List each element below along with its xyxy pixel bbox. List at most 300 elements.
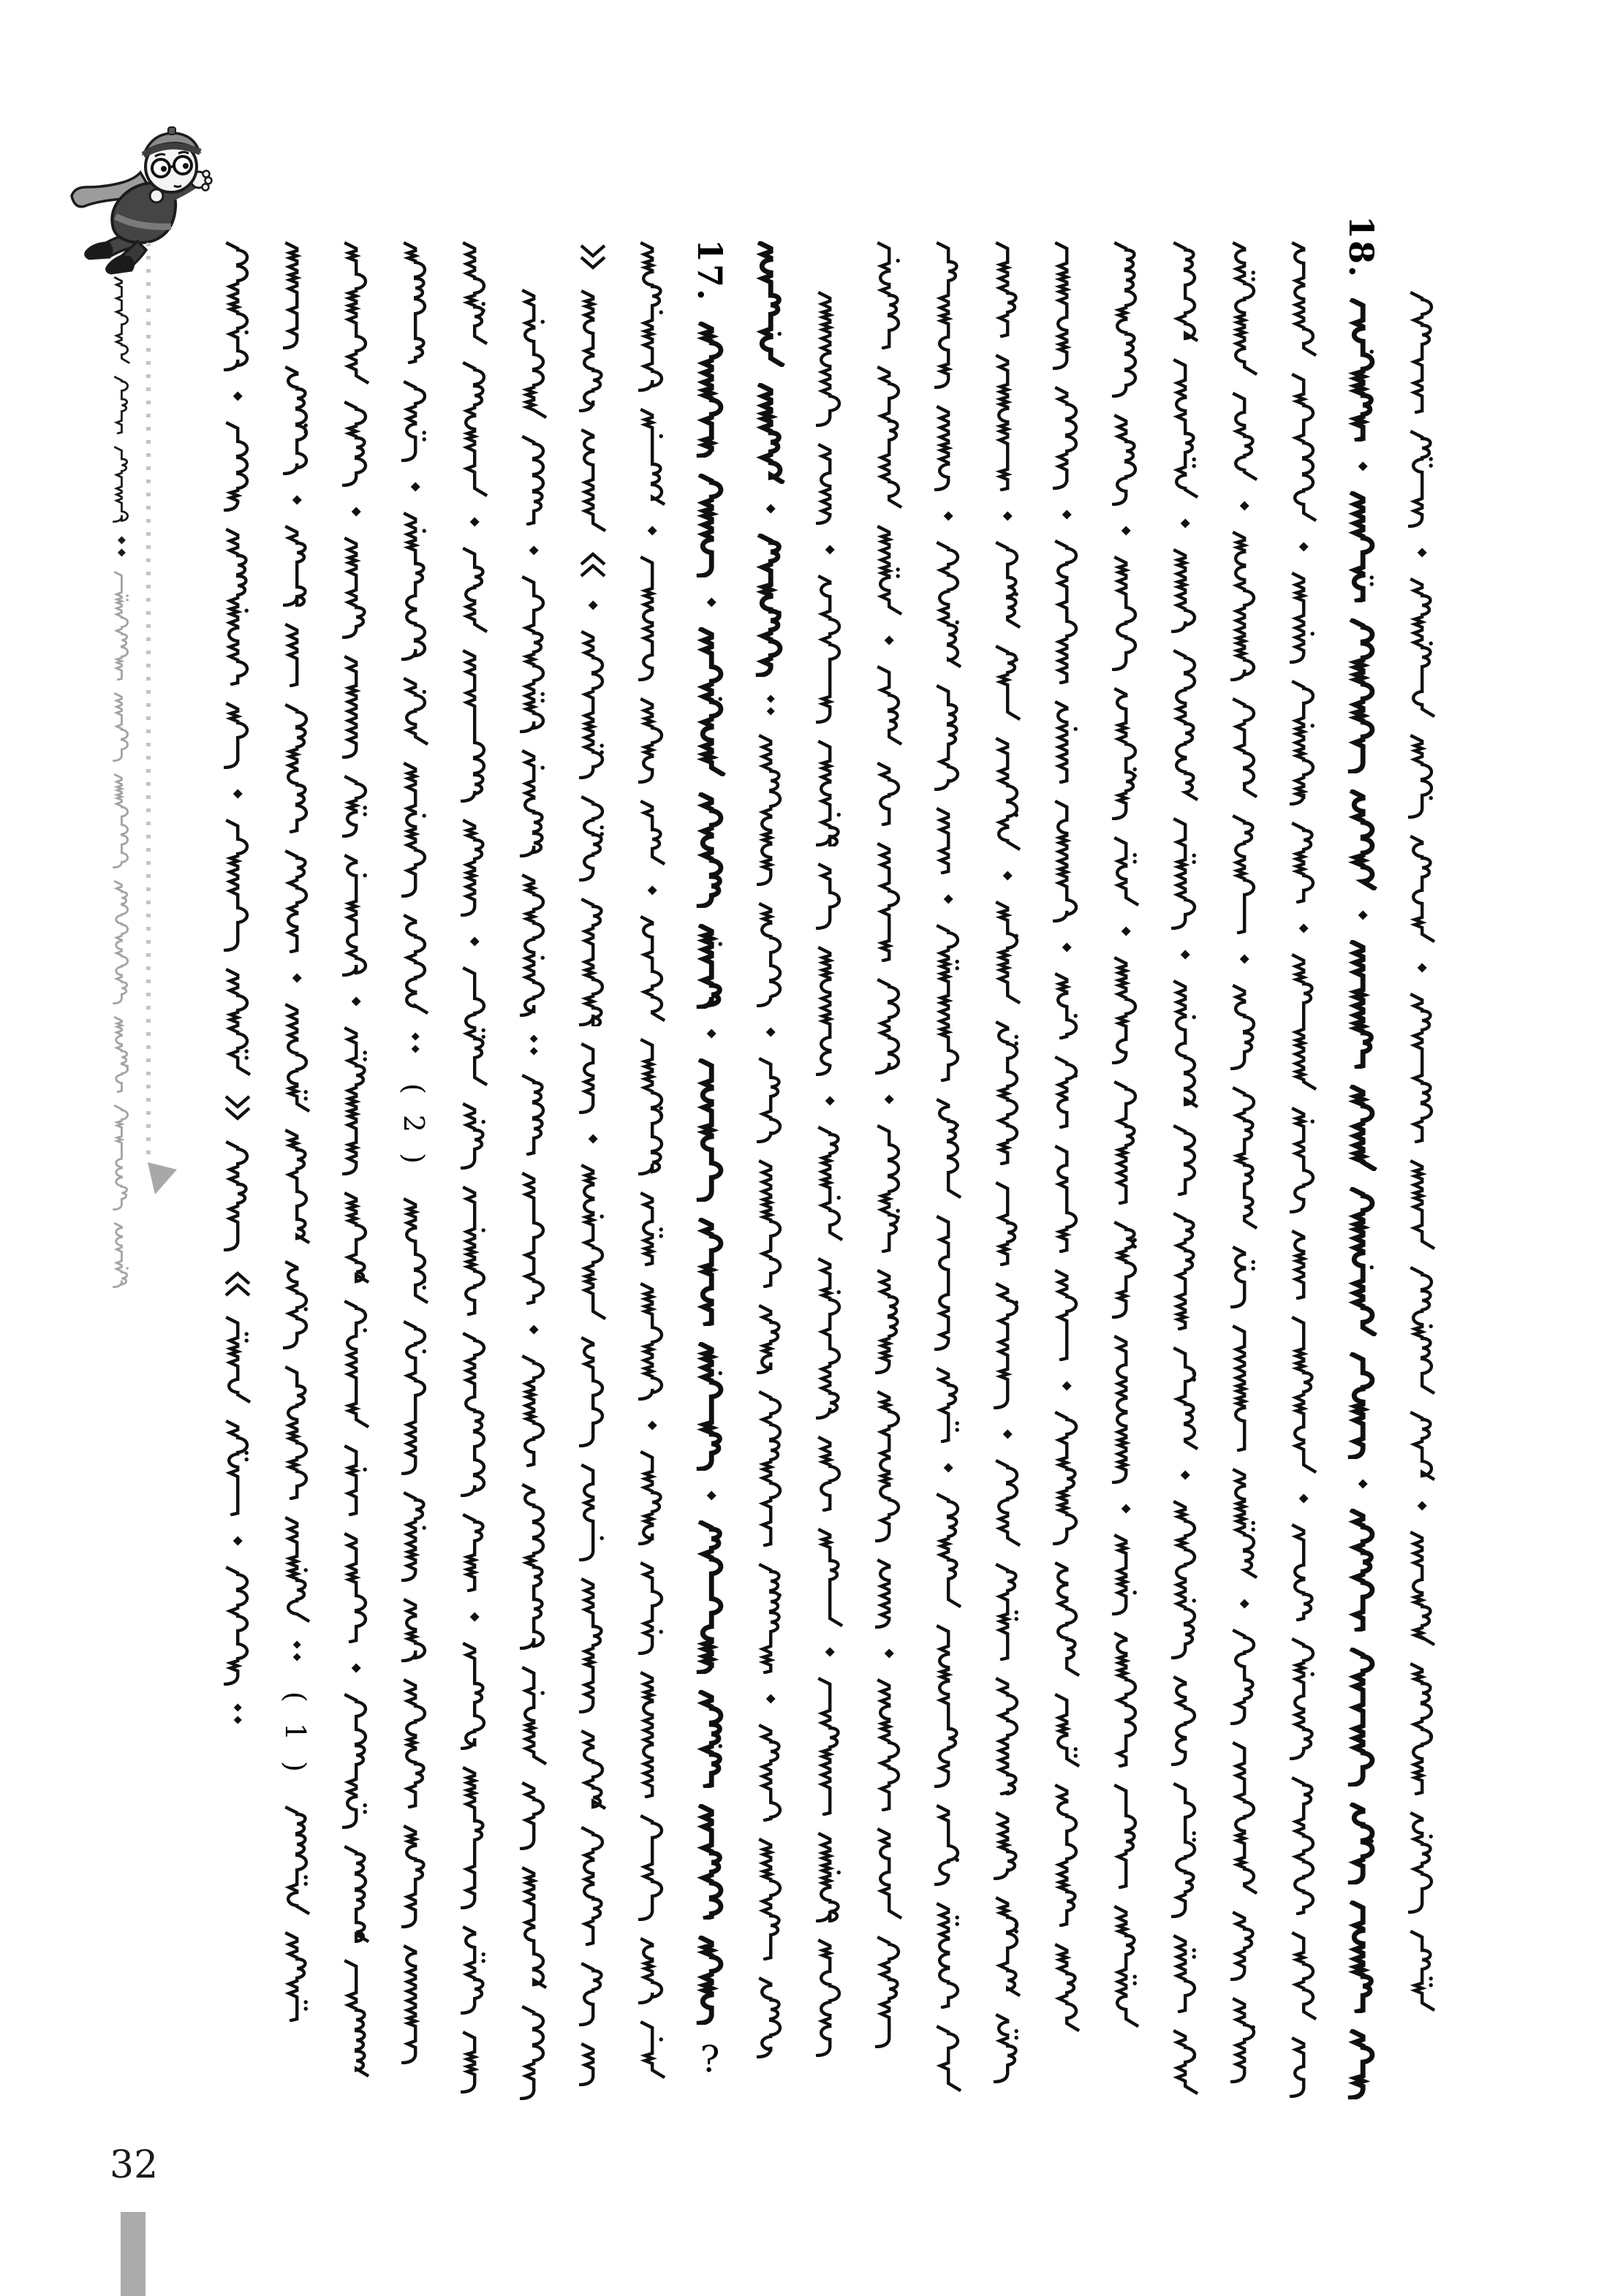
mongolian-word-glyph (393, 677, 434, 746)
mongolian-word-glyph (393, 512, 434, 661)
mongolian-comma (1341, 1475, 1382, 1493)
text-column (512, 289, 553, 2100)
mongolian-word-glyph (393, 1491, 434, 1582)
mongolian-word-glyph (1222, 697, 1263, 798)
mongolian-word-glyph (630, 1450, 671, 1545)
mongolian-word-glyph (1282, 1316, 1323, 1474)
mongolian-colon (275, 1639, 316, 1664)
sub-item-number: ( 1 ) (279, 1691, 311, 1778)
mongolian-word-glyph (1045, 972, 1086, 1039)
mongolian-word-glyph (453, 361, 493, 497)
mongolian-word-glyph (1163, 817, 1204, 930)
mongolian-word-glyph (334, 1300, 375, 1428)
mongolian-comma (1163, 1466, 1204, 1484)
quote-close-icon (571, 548, 612, 580)
mongolian-word-glyph (1222, 1911, 1263, 1981)
mongolian-word-glyph (867, 665, 908, 746)
mongolian-word-glyph (808, 1257, 849, 1420)
mongolian-word-glyph (1341, 1901, 1382, 2013)
mongolian-word-glyph (808, 863, 849, 930)
mongolian-word-glyph (808, 575, 849, 724)
mongolian-word-glyph (1282, 241, 1323, 357)
mongolian-word-glyph (1045, 1411, 1086, 1545)
flying-boy-illustration (67, 126, 221, 276)
mongolian-word-glyph (571, 1729, 612, 1810)
mongolian-word-glyph (571, 289, 612, 412)
mongolian-word-glyph (1341, 940, 1382, 1069)
mongolian-word-glyph (1222, 1468, 1263, 1579)
mongolian-word-glyph (1282, 1637, 1323, 1760)
mongolian-word-glyph (1400, 291, 1441, 414)
mongolian-comma (689, 1025, 730, 1042)
mongolian-word-glyph (1282, 822, 1323, 903)
mongolian-word-glyph (107, 1016, 134, 1093)
mongolian-word-glyph (334, 1444, 375, 1516)
mongolian-word-glyph (1400, 1930, 1441, 2012)
mongolian-word-glyph (926, 807, 967, 874)
mongolian-word-glyph (985, 241, 1026, 338)
sub-item-number: ( 2 ) (398, 1083, 430, 1170)
mongolian-word-glyph (275, 1365, 316, 1500)
text-column (571, 241, 612, 2086)
mongolian-word-glyph (393, 241, 434, 364)
mongolian-word-glyph (630, 1038, 671, 1175)
mongolian-word-glyph (1163, 1782, 1204, 1918)
mongolian-word-glyph (453, 1102, 493, 1170)
mongolian-word-glyph (512, 749, 553, 857)
text-column (1045, 241, 1086, 2032)
mongolian-word-glyph (1400, 1662, 1441, 1795)
mongolian-word-glyph (216, 819, 257, 952)
text-column (985, 241, 1026, 2083)
mongolian-word-glyph (1104, 836, 1145, 906)
mongolian-word-glyph (334, 1191, 375, 1284)
mongolian-word-glyph (749, 1057, 790, 1143)
mongolian-word-glyph (867, 365, 908, 509)
mongolian-comma (1045, 506, 1086, 523)
mongolian-word-glyph (867, 842, 908, 962)
page-number: 32 (110, 2143, 159, 2187)
mongolian-word-glyph (275, 525, 316, 607)
mongolian-word-glyph (926, 1493, 967, 1608)
mongolian-colon (107, 534, 134, 559)
margin-triangle-marker (146, 1161, 178, 1196)
mongolian-comma (630, 522, 671, 539)
mongolian-word-glyph (808, 1436, 849, 1512)
mongolian-word-glyph (1341, 2029, 1382, 2099)
mongolian-comma (334, 503, 375, 520)
mongolian-word-glyph (1222, 814, 1263, 934)
mongolian-word-glyph (1104, 1221, 1145, 1319)
mongolian-word-glyph (1104, 1335, 1145, 1484)
mongolian-word-glyph (867, 978, 908, 1075)
mongolian-word-glyph (571, 1336, 612, 1447)
mongolian-word-glyph (512, 289, 553, 419)
mongolian-word-glyph (749, 1724, 790, 1822)
mongolian-word-glyph (107, 276, 134, 364)
mongolian-word-glyph (630, 1671, 671, 1798)
mongolian-word-glyph (216, 241, 257, 371)
mongolian-word-glyph (1341, 1509, 1382, 1632)
mongolian-word-glyph (1163, 548, 1204, 633)
mongolian-comma (1045, 939, 1086, 956)
mongolian-word-glyph (1341, 1648, 1382, 1787)
mongolian-comma (630, 1417, 671, 1434)
mongolian-word-glyph (926, 1215, 967, 1351)
mongolian-word-glyph (1222, 1086, 1263, 1230)
mongolian-word-glyph (393, 1598, 434, 1662)
mongolian-word-glyph (1341, 1803, 1382, 1884)
mongolian-word-glyph (985, 2013, 1026, 2083)
mongolian-word-glyph (1400, 835, 1441, 943)
mongolian-word-glyph (1400, 430, 1441, 528)
mongolian-word-glyph (985, 1811, 1026, 1880)
mongolian-word-glyph (985, 1677, 1026, 1795)
mongolian-word-glyph (1045, 1145, 1086, 1253)
mongolian-word-glyph (926, 924, 967, 1082)
mongolian-comma (453, 513, 493, 531)
question-mark: ? (700, 2038, 720, 2080)
footer-gray-bar (121, 2212, 145, 2296)
mongolian-word-glyph (630, 1561, 671, 1655)
mongolian-word-glyph (749, 1304, 790, 1374)
mongolian-word-glyph (216, 1566, 257, 1686)
mongolian-word-glyph (985, 1181, 1026, 1266)
text-column (453, 241, 493, 2094)
mouth (174, 186, 181, 187)
mongolian-word-glyph (571, 1164, 612, 1320)
mongolian-word-glyph (453, 1332, 493, 1497)
mongolian-word-glyph (1163, 2029, 1204, 2095)
mongolian-word-glyph (107, 692, 134, 762)
mongolian-comma (749, 500, 790, 518)
mongolian-word-glyph (926, 1624, 967, 1788)
mongolian-word-glyph (512, 575, 553, 733)
mongolian-word-glyph (216, 421, 257, 512)
mongolian-word-glyph (689, 1342, 730, 1471)
mongolian-comma (453, 1608, 493, 1626)
mongolian-word-glyph (571, 898, 612, 1026)
mongolian-word-glyph (453, 1925, 493, 2015)
mongolian-word-glyph (630, 1937, 671, 2004)
mongolian-word-glyph (1341, 618, 1382, 773)
mongolian-word-glyph (926, 684, 967, 791)
mongolian-word-glyph (275, 623, 316, 687)
mongolian-word-glyph (1341, 789, 1382, 890)
text-column (867, 241, 908, 2048)
mongolian-word-glyph (1045, 1693, 1086, 1768)
mongolian-word-glyph (867, 762, 908, 826)
mongolian-comma (512, 1321, 553, 1338)
mongolian-comma (808, 1643, 849, 1661)
mongolian-word-glyph (1341, 1085, 1382, 1171)
mongolian-word-glyph (1222, 1325, 1263, 1452)
mongolian-word-glyph (453, 2031, 493, 2094)
mongolian-word-glyph (749, 1390, 790, 1547)
mongolian-word-glyph (275, 1129, 316, 1244)
mongolian-word-glyph (926, 1804, 967, 1886)
mongolian-word-glyph (1104, 956, 1145, 1064)
mongolian-word-glyph (1400, 577, 1441, 718)
mongolian-word-glyph (630, 800, 671, 865)
mongolian-word-glyph (453, 1186, 493, 1316)
mongolian-word-glyph (867, 525, 908, 615)
mongolian-word-glyph (1104, 1784, 1145, 1889)
mongolian-word-glyph (571, 795, 612, 882)
mongolian-word-glyph (334, 854, 375, 977)
mongolian-word-glyph (107, 446, 134, 523)
mongolian-word-glyph (453, 819, 493, 917)
mongolian-word-glyph (334, 655, 375, 759)
mongolian-word-glyph (1045, 1943, 1086, 2032)
text-column (1163, 241, 1204, 2095)
mongolian-word-glyph (749, 1563, 790, 1674)
mongolian-word-glyph (689, 322, 730, 458)
mongolian-word-glyph (512, 1074, 553, 1156)
text-column (689, 235, 730, 2080)
mongolian-word-glyph (512, 2005, 553, 2100)
mongolian-word-glyph (1222, 531, 1263, 681)
mongolian-word-glyph (867, 1124, 908, 1253)
mongolian-word-glyph (275, 365, 316, 475)
mongolian-word-glyph (926, 405, 967, 491)
mongolian-word-glyph (334, 1693, 375, 1829)
mongolian-word-glyph (571, 630, 612, 779)
mongolian-word-glyph (1341, 1352, 1382, 1459)
text-column (1222, 241, 1263, 2083)
mongolian-word-glyph (1222, 392, 1263, 481)
mongolian-word-glyph (1104, 1534, 1145, 1615)
mongolian-word-glyph (334, 1959, 375, 2077)
mongolian-word-glyph (689, 1520, 730, 1674)
mongolian-word-glyph (689, 1058, 730, 1202)
mongolian-word-glyph (1045, 800, 1086, 922)
mongolian-word-glyph (867, 1269, 908, 1374)
mongolian-comma (867, 632, 908, 649)
mongolian-word-glyph (275, 241, 316, 349)
mongolian-word-glyph (275, 1931, 316, 2022)
mongolian-word-glyph (275, 703, 316, 833)
mongolian-word-glyph (512, 1666, 553, 1765)
mongolian-word-glyph (512, 1866, 553, 1989)
mongolian-word-glyph (334, 1026, 375, 1175)
mongolian-word-glyph (689, 474, 730, 577)
mongolian-word-glyph (1400, 1266, 1441, 1395)
mongolian-word-glyph (275, 849, 316, 953)
text-column (1341, 212, 1382, 2099)
mongolian-word-glyph (1400, 1159, 1441, 1250)
mongolian-word-glyph (1104, 1632, 1145, 1768)
mongolian-comma (216, 785, 257, 803)
mongolian-word-glyph (1282, 953, 1323, 1091)
quote-open-icon (216, 1092, 257, 1124)
mongolian-word-glyph (1045, 1784, 1086, 1927)
mongolian-word-glyph (1163, 1212, 1204, 1330)
mongolian-word-glyph (1341, 1187, 1382, 1336)
margin-dotted-rule (146, 243, 151, 1159)
mongolian-word-glyph (107, 1222, 134, 1288)
mongolian-word-glyph (453, 1642, 493, 1750)
mongolian-comma (808, 541, 849, 558)
mongolian-word-glyph (107, 376, 134, 434)
mongolian-word-glyph (393, 762, 434, 898)
mongolian-word-glyph (1282, 1230, 1323, 1300)
mongolian-word-glyph (216, 528, 257, 686)
mongolian-comma (453, 933, 493, 950)
mongolian-comma (1104, 1500, 1145, 1518)
mongolian-comma (1282, 920, 1323, 937)
mongolian-word-glyph (334, 1532, 375, 1643)
mongolian-word-glyph (630, 915, 671, 1022)
text-column (749, 241, 790, 2058)
mongolian-word-glyph (1282, 2037, 1323, 2098)
mongolian-word-glyph (926, 2025, 967, 2092)
mongolian-comma (334, 993, 375, 1010)
mongolian-word-glyph (453, 649, 493, 803)
mongolian-comma (630, 882, 671, 899)
mongolian-comma (1222, 950, 1263, 968)
mongolian-word-glyph (453, 1513, 493, 1592)
mongolian-word-glyph (689, 1804, 730, 1920)
mongolian-comma (334, 1659, 375, 1677)
mongolian-word-glyph (1163, 1934, 1204, 2013)
mongolian-word-glyph (985, 1896, 1026, 1997)
mongolian-word-glyph (512, 435, 553, 526)
text-column (808, 291, 849, 2057)
mongolian-word-glyph (1104, 414, 1145, 506)
margin-hint-line (107, 276, 135, 1288)
mongolian-word-glyph (808, 443, 849, 525)
mongolian-comma (749, 1690, 790, 1708)
mongolian-word-glyph (1045, 1056, 1086, 1129)
mongolian-word-glyph (630, 2020, 671, 2079)
mongolian-word-glyph (453, 1766, 493, 1909)
mongolian-word-glyph (867, 1936, 908, 2048)
mongolian-word-glyph (926, 541, 967, 668)
mongolian-word-glyph (985, 1459, 1026, 1547)
mongolian-word-glyph (689, 792, 730, 908)
mongolian-word-glyph (1222, 1997, 1263, 2083)
hand-chin (150, 189, 163, 202)
mongolian-word-glyph (393, 914, 434, 1015)
mongolian-comma (1045, 1377, 1086, 1395)
mongolian-word-glyph (1045, 700, 1086, 784)
mongolian-word-glyph (334, 401, 375, 487)
mongolian-word-glyph (393, 1320, 434, 1475)
mongolian-word-glyph (749, 734, 790, 886)
mongolian-word-glyph (985, 354, 1026, 491)
mongolian-word-glyph (1104, 556, 1145, 671)
mongolian-comma (1341, 906, 1382, 924)
mongolian-word-glyph (107, 571, 134, 681)
mongolian-word-glyph (867, 1827, 908, 1920)
mongolian-word-glyph (926, 241, 967, 389)
mongolian-word-glyph (1282, 680, 1323, 806)
mongolian-word-glyph (689, 1936, 730, 2025)
mongolian-word-glyph (453, 966, 493, 1086)
boot-front (107, 256, 134, 273)
mongolian-word-glyph (749, 902, 790, 1007)
mongolian-word-glyph (334, 775, 375, 838)
mongolian-word-glyph (571, 2042, 612, 2086)
mongolian-word-glyph (1163, 1346, 1204, 1450)
mongolian-comma (808, 1092, 849, 1110)
mongolian-word-glyph (512, 1355, 553, 1467)
mongolian-comma (216, 1532, 257, 1550)
mongolian-word-glyph (630, 697, 671, 784)
mongolian-word-glyph (926, 1367, 967, 1443)
mongolian-word-glyph (867, 1390, 908, 1542)
mongolian-word-glyph (393, 1825, 434, 1928)
mongolian-word-glyph (107, 1105, 134, 1210)
mongolian-word-glyph (749, 1977, 790, 2058)
mongolian-word-glyph (630, 408, 671, 506)
mongolian-word-glyph (630, 556, 671, 681)
mongolian-comma (1400, 544, 1441, 561)
mongolian-word-glyph (808, 1528, 849, 1627)
mongolian-word-glyph (393, 1944, 434, 2064)
mongolian-word-glyph (1045, 1269, 1086, 1361)
mongolian-comma (1222, 497, 1263, 515)
mongolian-word-glyph (393, 1197, 434, 1304)
mongolian-word-glyph (1163, 1124, 1204, 1196)
mongolian-word-glyph (453, 547, 493, 633)
mongolian-word-glyph (1163, 980, 1204, 1108)
hat-knob (168, 127, 175, 134)
mongolian-comma (926, 507, 967, 525)
mongolian-word-glyph (985, 541, 1026, 629)
mongolian-comma (1282, 1490, 1323, 1507)
mongolian-word-glyph (571, 1577, 612, 1713)
mongolian-word-glyph (275, 1260, 316, 1349)
text-column (630, 241, 671, 2079)
mongolian-word-glyph (630, 1191, 671, 1266)
mongolian-word-glyph (1045, 539, 1086, 684)
mongolian-word-glyph (571, 428, 612, 532)
mongolian-word-glyph (689, 1690, 730, 1788)
text-column (1282, 241, 1323, 2098)
mongolian-word-glyph (749, 383, 790, 484)
mongolian-word-glyph (867, 1678, 908, 1811)
mongolian-word-glyph (630, 1814, 671, 1921)
mongolian-comma (926, 1459, 967, 1477)
mongolian-word-glyph (1045, 241, 1086, 370)
mongolian-word-glyph (1222, 984, 1263, 1070)
mongolian-word-glyph (1163, 649, 1204, 801)
mongolian-colon (216, 1702, 257, 1727)
mongolian-comma (275, 491, 316, 509)
mongolian-word-glyph (1400, 1811, 1441, 1914)
mongolian-word-glyph (689, 924, 730, 1009)
mongolian-word-glyph (1341, 491, 1382, 602)
mongolian-word-glyph (1163, 241, 1204, 342)
mongolian-word-glyph (1282, 1776, 1323, 1915)
mongolian-comma (985, 867, 1026, 884)
mongolian-word-glyph (512, 874, 553, 1017)
mongolian-comma (512, 542, 553, 559)
mongolian-word-glyph (1282, 1931, 1323, 2020)
mongolian-word-glyph (1163, 358, 1204, 499)
text-column (334, 241, 375, 2077)
mongolian-word-glyph (334, 537, 375, 639)
mongolian-word-glyph (393, 380, 434, 462)
mongolian-word-glyph (1104, 687, 1145, 820)
mongolian-comma (393, 478, 434, 496)
mongolian-word-glyph (1163, 1675, 1204, 1766)
mongolian-word-glyph (808, 1677, 849, 1816)
mongolian-comma (1104, 922, 1145, 940)
mongolian-word-glyph (1222, 1629, 1263, 1725)
